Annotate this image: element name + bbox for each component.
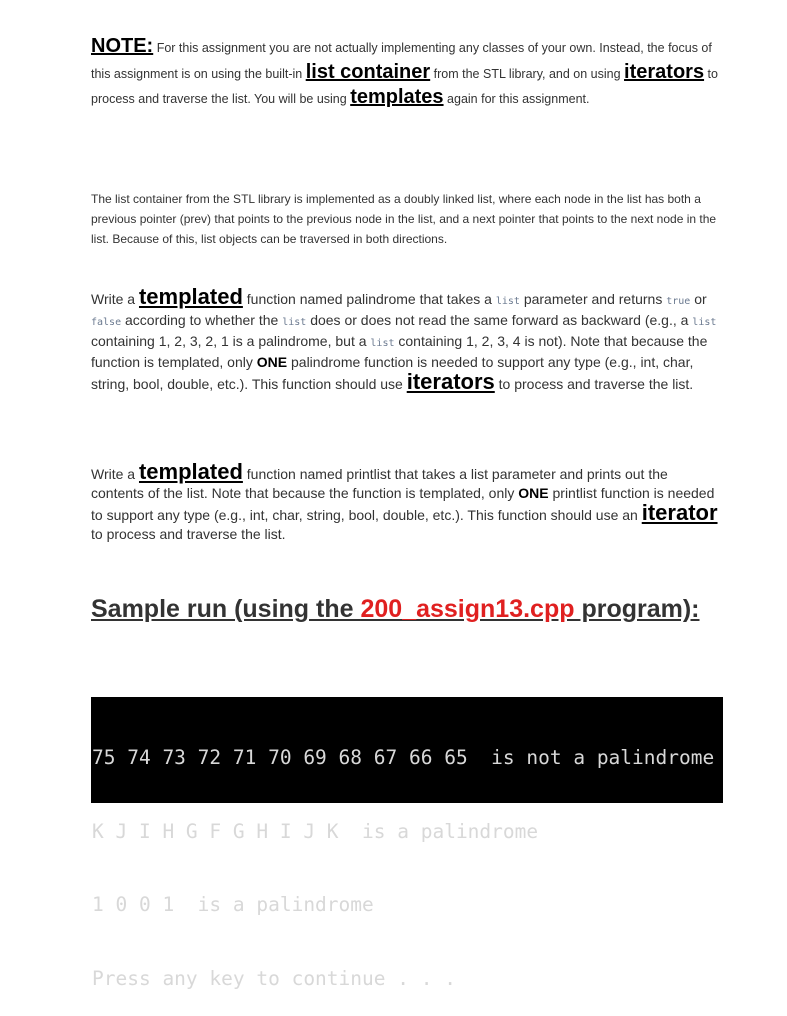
console-output: [91, 697, 723, 990]
printlist-paragraph: [91, 459, 723, 544]
one-emphasis-2: ONE: [518, 485, 549, 501]
list-container-term: list container: [305, 60, 431, 83]
sample-run-suffix: program):: [574, 595, 700, 623]
iterator-term: iterator: [641, 500, 718, 525]
sample-run-prefix: Sample run (using the: [91, 595, 361, 623]
printlist-text-4: to process and traverse the list.: [91, 526, 286, 542]
palindrome-section: [91, 284, 723, 394]
note-paragraph: [91, 35, 723, 112]
templates-term: templates: [350, 86, 444, 108]
palindrome-text-7: containing 1, 2, 3, 2, 1 is a palindrome, but a: [91, 333, 371, 349]
note-label: NOTE:: [91, 35, 154, 57]
palindrome-text-3: parameter and returns: [519, 291, 667, 307]
palindrome-text-2: function named palindrome that takes a: [242, 291, 496, 307]
iterators-term: iterators: [624, 60, 705, 83]
list-description-section: [91, 189, 723, 249]
program-filename: 200_assign13.cpp: [360, 595, 575, 623]
palindrome-text-4: or: [690, 291, 707, 307]
note-text-1: For this assignment you are not actually implementing any classes of your own. Instead, the focus of this assignment is on using the built-in: [91, 41, 712, 81]
palindrome-text-9: palindrome function is needed to support any type (e.g., int, char, string, bool, double, etc.). This function should use: [91, 354, 694, 392]
console-line: K J I H G F G H I J K is a palindrome: [92, 819, 539, 843]
console-line: 1 0 0 1 is a palindrome: [92, 893, 374, 916]
code-list-2: list: [282, 317, 307, 328]
note-text-2: from the STL library, and on using: [430, 66, 625, 81]
one-emphasis: ONE: [256, 354, 288, 370]
code-false: false: [91, 317, 122, 328]
printlist-section: [91, 459, 723, 544]
console-line: 75 74 73 72 71 70 69 68 67 66 65 is not a palindrome: [92, 746, 715, 769]
palindrome-text-8: containing 1, 2, 3, 4 is not). Note that because the function is templated, only: [91, 333, 708, 370]
console-line: Press any key to continue . . .: [92, 966, 456, 990]
palindrome-text-6: does or does not read the same forward as backward (e.g., a: [306, 312, 693, 328]
note-section: [91, 35, 723, 112]
list-description-paragraph: The list container from the STL library is implemented as a doubly linked list, where each node in the list has both a previous pointer (prev) that points to the previous node in the list, and a next pointer that points to the next node in the list. Because of this, list objects can be traversed in both directions.: [91, 192, 717, 246]
printlist-text-3: printlist function is needed to support any type (e.g., int, char, string, bool, double, etc.). This function should use an: [91, 485, 715, 523]
printlist-text-1: Write a: [91, 466, 139, 482]
palindrome-paragraph: [91, 284, 723, 394]
iterators-term-2: iterators: [406, 369, 495, 394]
palindrome-text-5: according to whether the: [121, 312, 283, 328]
templated-term: templated: [138, 284, 243, 309]
palindrome-text-10: to process and traverse the list.: [494, 376, 694, 392]
templated-term-2: templated: [138, 459, 243, 484]
code-list-4: list: [370, 338, 395, 349]
code-list-3: list: [692, 317, 717, 328]
palindrome-text-1: Write a: [91, 291, 139, 307]
note-text-4: again for this assignment.: [443, 92, 590, 106]
code-true: true: [666, 296, 691, 307]
sample-run-heading: [91, 595, 700, 624]
code-list: list: [495, 296, 520, 307]
note-text-3: to process and traverse the list. You will be using: [91, 66, 718, 106]
printlist-text-2: function named printlist that takes a list parameter and prints out the contents of the list. Note that because the function is templated, only: [91, 466, 668, 501]
